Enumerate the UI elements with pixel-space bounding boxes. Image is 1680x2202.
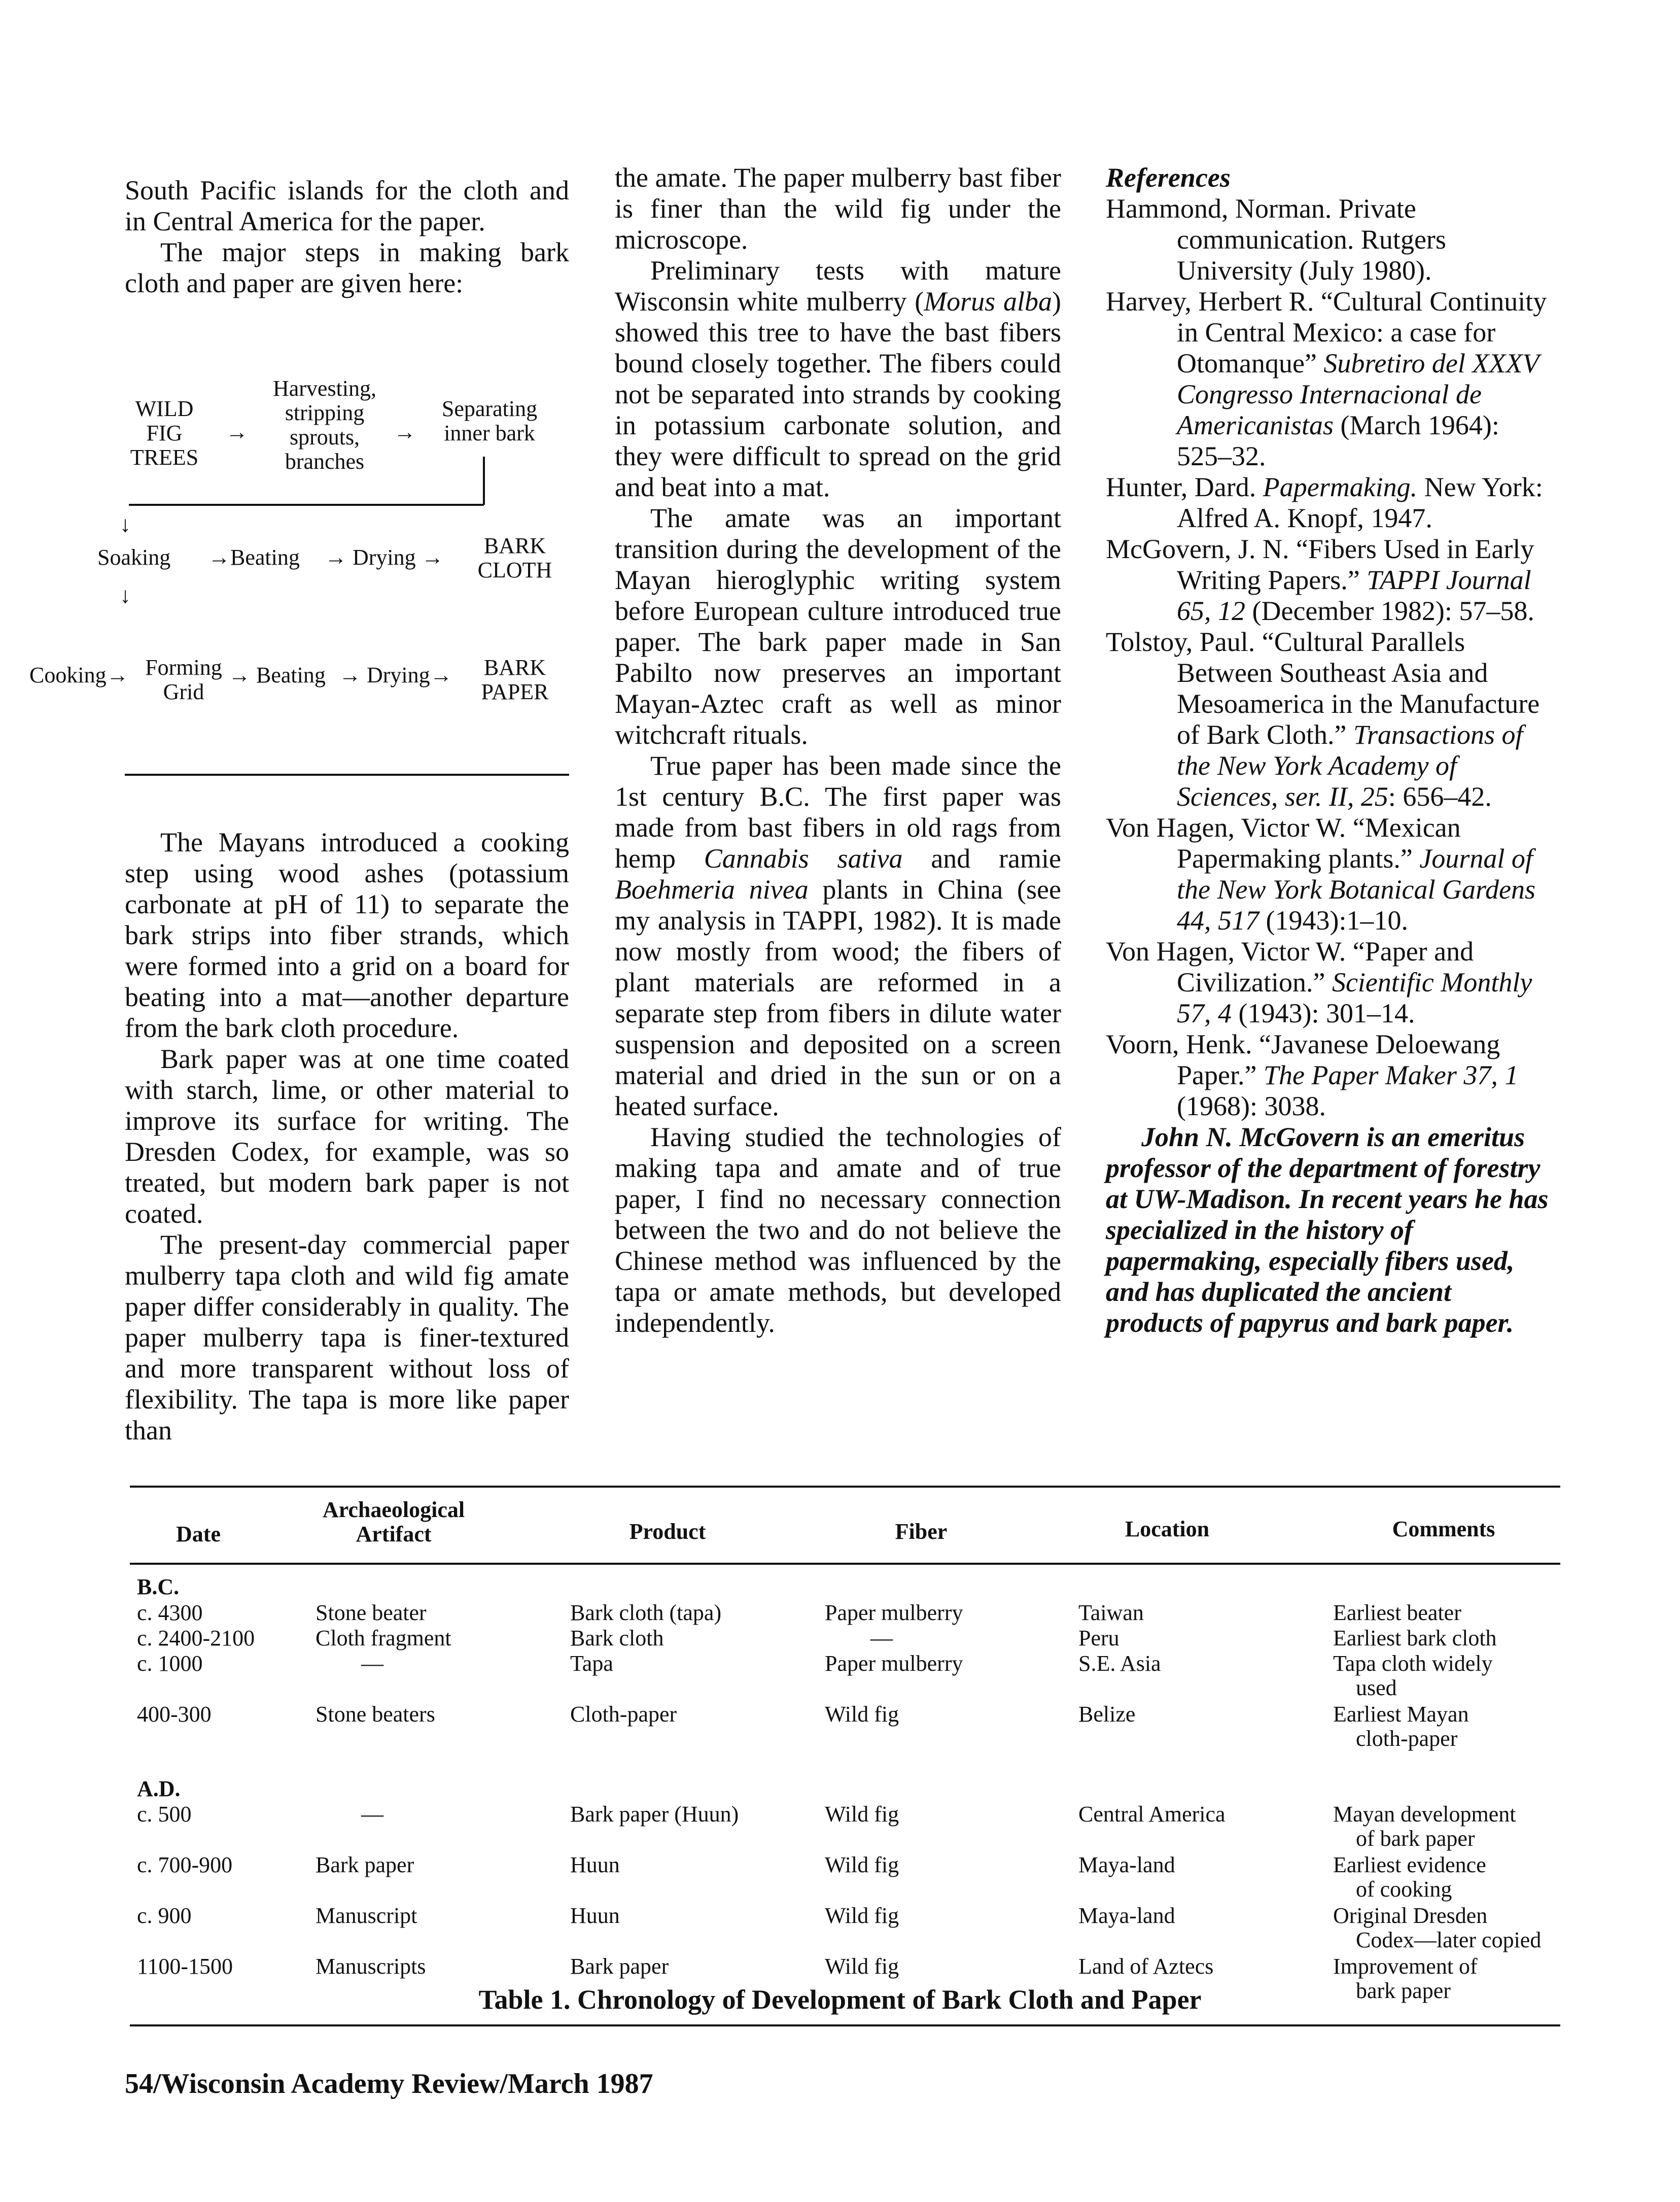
header-text: Archaeological [322,1497,465,1522]
table-cell-comments-cont: of bark paper [1356,1826,1475,1851]
table-cell-fiber: Wild fig [825,1954,899,1979]
text: True paper has been made since the 1st century B.C. The first paper was made from bast fibers in old rags from hemp [615,750,1061,874]
header-comments: Comments [1392,1517,1495,1541]
text: Preliminary tests with mature Wisconsin white mulberry ( [615,255,1061,317]
table-cell-location: Peru [1078,1626,1119,1650]
diagram-text: PAPER [481,679,549,704]
column-1-continued [125,827,569,1446]
table-cell-product: Bark paper (Huun) [570,1802,739,1827]
text-italic: Journal of the New York Botanical Gardens 44, 517 [1177,843,1535,936]
table-cell-artifact: — [361,1802,383,1827]
text-italic: The Paper Maker 37, 1 [1263,1060,1519,1090]
diagram-text: Forming [145,655,222,680]
table-cell-comments: Earliest bark cloth [1333,1626,1497,1650]
table-cell-comments: Earliest Mayan [1333,1702,1469,1727]
table-cell-comments-cont: of cooking [1356,1877,1452,1902]
table-cell-comments: Improvement of [1333,1954,1478,1979]
table-cell-fiber: — [870,1626,893,1650]
paragraph [615,750,1061,1122]
paragraph: The present-day commercial paper mulberry tapa cloth and wild fig amate paper differ considerably in quality. The paper mulberry tapa is finer-textured and more transparent without loss of flexibility. The tapa is more like paper than [125,1229,569,1446]
table-cell-date: c. 500 [137,1802,192,1827]
table-cell-artifact: Stone beaters [316,1702,435,1727]
paragraph: the amate. The paper mulberry bast fiber is finer than the wild fig under the microscope. [615,162,1061,255]
table-cell-artifact: Bark paper [316,1852,414,1877]
text: Harvey, Herbert R. “Cultural Continuity in Central Mexico: a case for Otomanque” [1106,286,1547,379]
diagram-wild-fig-trees [129,397,200,470]
paragraph: Having studied the technologies of making tapa and amate and of true paper, I find no necessary connection between the two and do not believe the Chinese method was influenced by the tapa or amate methods, but developed independently. [615,1122,1061,1338]
table-cell-location: Maya-land [1078,1852,1175,1877]
table-cell-artifact: Manuscripts [316,1954,426,1979]
diagram-bark-paper [472,656,558,704]
text: Hunter, Dard. [1106,472,1263,502]
text: (March 1964): 525–32. [1177,410,1499,471]
table-cell-artifact: Stone beater [316,1600,427,1625]
text-italic: TAPPI Journal 65, 12 [1177,565,1531,626]
diagram-drying: → Drying → [325,545,444,570]
diagram-line [129,504,484,506]
diagram-text: sprouts, [289,425,360,450]
table-caption: Table 1. Chronology of Development of Bark Cloth and Paper [478,1984,1202,2015]
header-text: Artifact [356,1522,432,1546]
table-cell-location: Land of Aztecs [1078,1954,1214,1979]
table-cell-location: Central America [1078,1802,1226,1827]
reference-item [1106,286,1552,472]
diagram-text: stripping [285,400,365,425]
table-cell-fiber: Wild fig [825,1702,899,1727]
diagram-text: Harvesting, [272,376,377,401]
diagram-harvesting [264,376,386,474]
page-footer: 54/Wisconsin Academy Review/March 1987 [125,2068,653,2100]
table-cell-location: S.E. Asia [1078,1651,1161,1676]
table-cell-comments-cont: used [1356,1675,1397,1700]
text: Von Hagen, Victor W. “Mexican Papermaking plants.” [1106,812,1461,874]
text: (1943):1–10. [1259,905,1408,936]
table-header-rule [130,1563,1560,1565]
text: : 656–42. [1388,781,1492,812]
diagram-bark-cloth [472,534,558,582]
paragraph: South Pacific islands for the cloth and in Central America for the paper. [125,175,569,236]
table-cell-product: Bark cloth [570,1626,664,1650]
table-cell-comments: Original Dresden [1333,1903,1488,1928]
diagram-beating: → Beating [228,663,326,687]
arrow-right-icon: → [394,420,416,444]
header-artifact [302,1498,485,1546]
table-cell-product: Tapa [570,1651,613,1676]
arrow-down-icon: ↓ [120,583,131,608]
diagram-text: Grid [163,679,204,704]
table-top-rule [130,1486,1560,1488]
text: (1968): 3038. [1177,1091,1326,1121]
reference-item [1106,472,1552,534]
table-cell-date: 1100-1500 [137,1954,233,1979]
author-bio: John N. McGovern is an emeritus professor of the department of forestry at UW-Madison. In recent years he has specialized in the history of papermaking, especially fibers used, and has duplicated the ancient products of papyrus and bark paper. [1106,1122,1549,1338]
text: Von Hagen, Victor W. “Paper and Civilization.” [1106,936,1474,997]
header-date: Date [176,1522,221,1546]
diagram-text: BARK [483,655,546,680]
table-cell-date: c. 700-900 [137,1852,233,1877]
table-cell-product: Cloth-paper [570,1702,677,1727]
diagram-forming-grid [133,656,234,704]
group-label-bc: B.C. [137,1574,180,1599]
text-italic: Morus alba [924,286,1053,317]
references-heading: References [1106,162,1231,193]
text: plants in China (see my analysis in TAPPI, 1982). It is made now mostly from wood; the fibers of plant materials are reformed in a separate step from fibers in dilute water suspension and deposited on a screen material and dried in the sun or on a heated surface. [615,874,1061,1121]
column-1 [125,175,569,299]
text-italic: Scientific Monthly 57, 4 [1177,967,1532,1028]
diagram-text: Separating [441,396,538,421]
text: Voorn, Henk. “Javanese Deloewang Paper.” [1106,1029,1500,1090]
text: McGovern, J. N. “Fibers Used in Early Writing Papers.” [1106,534,1534,595]
table-cell-location: Taiwan [1078,1600,1144,1625]
paragraph: The Mayans introduced a cooking step using wood ashes (potassium carbonate at pH of 11) to separate the bark strips into fiber strands, which were formed into a grid on a board for beating into a mat—another departure from the bark cloth procedure. [125,827,569,1043]
group-label-ad: A.D. [137,1776,181,1801]
table-cell-fiber: Paper mulberry [825,1600,963,1625]
table-cell-location: Maya-land [1078,1903,1175,1928]
table-cell-comments-cont: Codex—later copied [1356,1928,1542,1952]
paragraph: Bark paper was at one time coated with starch, lime, or other material to improve its surface for writing. The Dresden Codex, for example, was so treated, but modern bark paper is not coated. [125,1044,569,1229]
paragraph [615,255,1061,503]
table-cell-artifact: Manuscript [316,1903,417,1928]
table-cell-artifact: Cloth fragment [316,1626,451,1650]
table-cell-fiber: Wild fig [825,1903,899,1928]
table-cell-comments: Earliest beater [1333,1600,1461,1625]
text-italic: Subretiro del XXXV Congresso Internacional de Americanistas [1177,348,1539,440]
diagram-text: TREES [130,445,199,470]
diagram-text: inner bark [444,421,535,445]
table-cell-fiber: Paper mulberry [825,1651,963,1676]
header-product: Product [629,1519,706,1544]
diagram-soaking: Soaking [97,545,171,570]
table-cell-date: c. 900 [137,1903,192,1928]
text-italic: Boehmeria nivea [615,874,809,905]
table-cell-product: Huun [570,1903,620,1928]
reference-item [1106,1029,1552,1122]
paragraph: The major steps in making bark cloth and paper are given here: [125,237,569,298]
reference-item [1106,534,1552,627]
table-cell-comments: Tapa cloth widely [1333,1651,1493,1676]
table-cell-comments: Earliest evidence [1333,1852,1486,1877]
diagram-line [483,457,485,505]
table-cell-comments-cont: cloth-paper [1356,1726,1458,1751]
column-2 [615,162,1061,1338]
header-location: Location [1125,1517,1210,1541]
arrow-right-icon: → [226,420,248,444]
text: (1943): 301–14. [1232,998,1415,1028]
table-cell-date: 400-300 [137,1702,212,1727]
diagram-text: CLOTH [477,558,552,582]
table-cell-comments-cont: bark paper [1356,1978,1451,2003]
table-cell-date: c. 4300 [137,1600,203,1625]
text-italic: Papermaking. [1263,472,1418,502]
table-cell-location: Belize [1078,1702,1136,1727]
text-italic: Transactions of the New York Academy of Sciences, ser. II, 25 [1177,719,1523,812]
table-cell-artifact: — [361,1651,383,1676]
table-cell-product: Bark paper [570,1954,669,1979]
text-italic: Cannabis sativa [704,843,903,874]
reference-item [1106,812,1552,936]
table-cell-comments: Mayan development [1333,1802,1516,1827]
table-cell-fiber: Wild fig [825,1802,899,1827]
reference-item [1106,627,1552,812]
diagram-drying: → Drying→ [339,663,452,687]
diagram-text: WILD [135,396,194,421]
table-cell-product: Huun [570,1852,620,1877]
text: and ramie [902,843,1061,874]
header-fiber: Fiber [895,1519,948,1544]
table-cell-product: Bark cloth (tapa) [570,1600,722,1625]
divider [125,774,569,776]
text: (December 1982): 57–58. [1245,596,1534,626]
table-cell-date: c. 1000 [137,1651,203,1676]
diagram-text: BARK [483,533,546,558]
diagram-separating [431,397,548,445]
diagram-beating: →Beating [208,545,300,570]
paragraph: The amate was an important transition during the development of the Mayan hieroglyphic writing system before European culture introduced true paper. The bark paper made in San Pabilto now preserves an important Mayan-Aztec craft as well as minor witchcraft rituals. [615,503,1061,750]
diagram-text: branches [285,449,365,474]
table-cell-date: c. 2400-2100 [137,1626,255,1650]
arrow-down-icon: ↓ [120,512,131,537]
column-3 [1106,162,1552,1338]
table-cell-fiber: Wild fig [825,1852,899,1877]
table-bottom-rule [130,2024,1560,2026]
diagram-cooking: Cooking→ [29,663,129,687]
text: New York: Alfred A. Knopf, 1947. [1177,472,1543,533]
diagram-text: FIG [146,421,183,445]
reference-item [1106,936,1552,1029]
reference-item: Hammond, Norman. Private communication. Rutgers University (July 1980). [1106,193,1446,286]
text: ) showed this tree to have the bast fibers bound closely together. The fibers could not be separated into strands by cooking in potassium carbonate solution, and they were difficult to spread on the grid and beat into a mat. [615,286,1062,502]
text: Tolstoy, Paul. “Cultural Parallels Between Southeast Asia and Mesoamerica in the Manufacture of Bark Cloth.” [1106,627,1540,750]
